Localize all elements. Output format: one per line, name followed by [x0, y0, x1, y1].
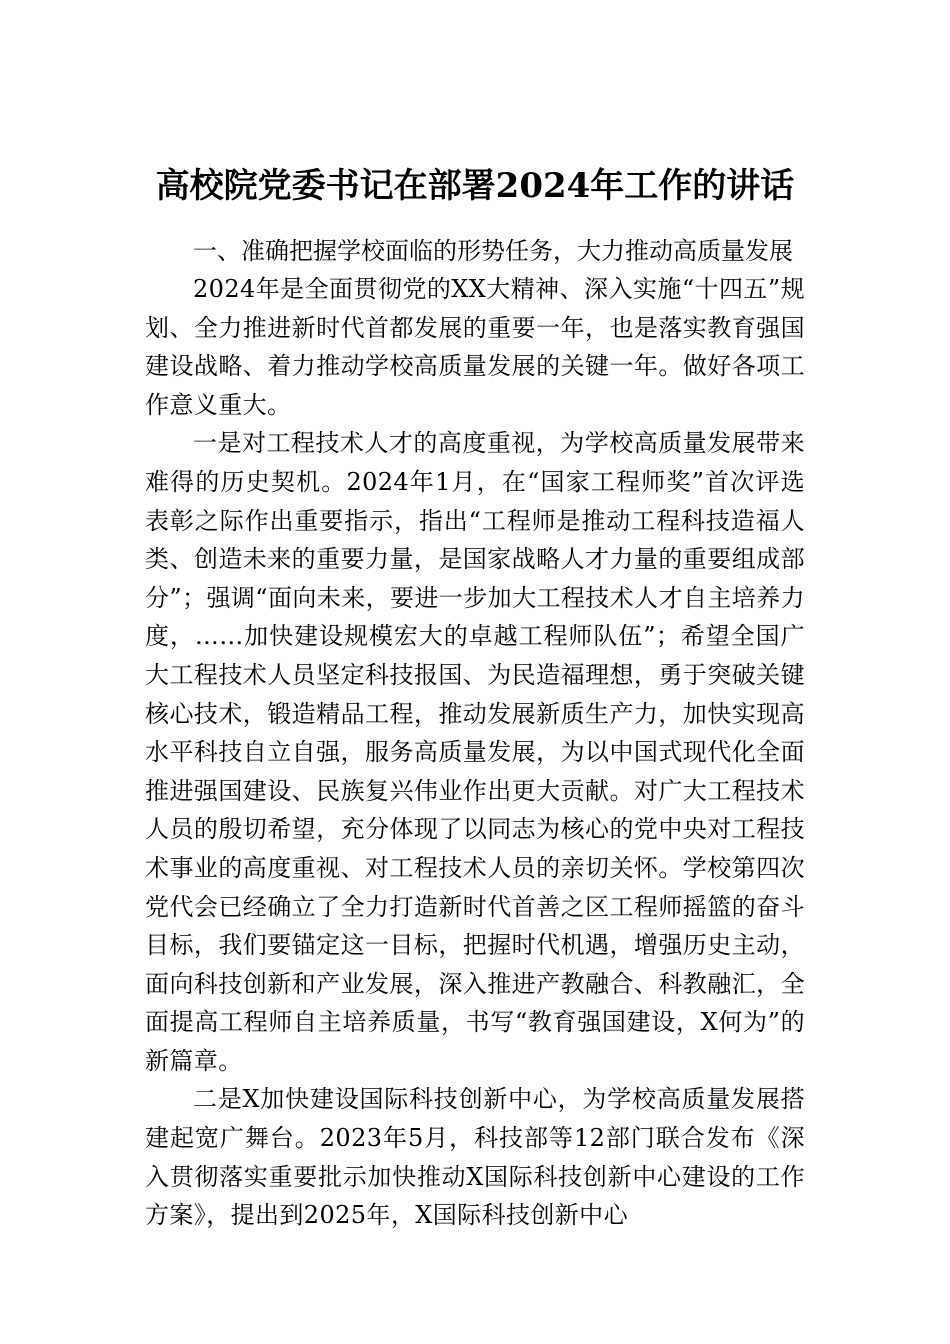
paragraph-point-two: 二是X加快建设国际科技创新中心，为学校高质量发展搭建起宽广舞台。2023年5月，科技部等12部门联合发布《深入贯彻落实重要批示加快推动X国际科技创新中心建设的工作方案》，提出到2025年，X国际科技创新中心 — [145, 1085, 805, 1230]
section-heading: 一、准确把握学校面临的形势任务，大力推动高质量发展 — [193, 237, 793, 265]
paragraph-point-one: 一是对工程技术人才的高度重视，为学校高质量发展带来难得的历史契机。2024年1月，在“国家工程师奖”首次评选表彰之际作出重要指示，指出“工程师是推动工程科技造福人类、创造未来的重要力量，是国家战略人才力量的重要组成部分”；强调“面向未来，要进一步加大工程技术人才自主培养力度，……加快建设规模宏大的卓越工程师队伍”；希望全国广大工程技术人员坚定科技报国、为民造福理想，勇于突破关键核心技术，锻造精品工程，推动发展新质生产力，加快实现高水平科技自立自强，服务高质量发展，为以中国式现代化全面推进强国建设、民族复兴伟业作出更大贡献。对广大工程技术人员的殷切希望，充分体现了以同志为核心的党中央对工程技术事业的高度重视、对工程技术人员的亲切关怀。学校第四次党代会已经确立了全力打造新时代首善之区工程师摇篮的奋斗目标，我们要锚定这一目标，把握时代机遇，增强历史主动，面向科技创新和产业发展，深入推进产教融合、科教融汇，全面提高工程师自主培养质量，书写“教育强国建设，X何为”的新篇章。 — [145, 429, 805, 1075]
paragraph-intro: 2024年是全面贯彻党的XX大精神、深入实施“十四五”规划、全力推进新时代首都发展的重要一年，也是落实教育强国建设战略、着力推动学校高质量发展的关键一年。做好各项工作意义重大。 — [145, 275, 805, 419]
document-body — [145, 232, 805, 1235]
document-title: 高校院党委书记在部署2024年工作的讲话 — [155, 166, 795, 206]
